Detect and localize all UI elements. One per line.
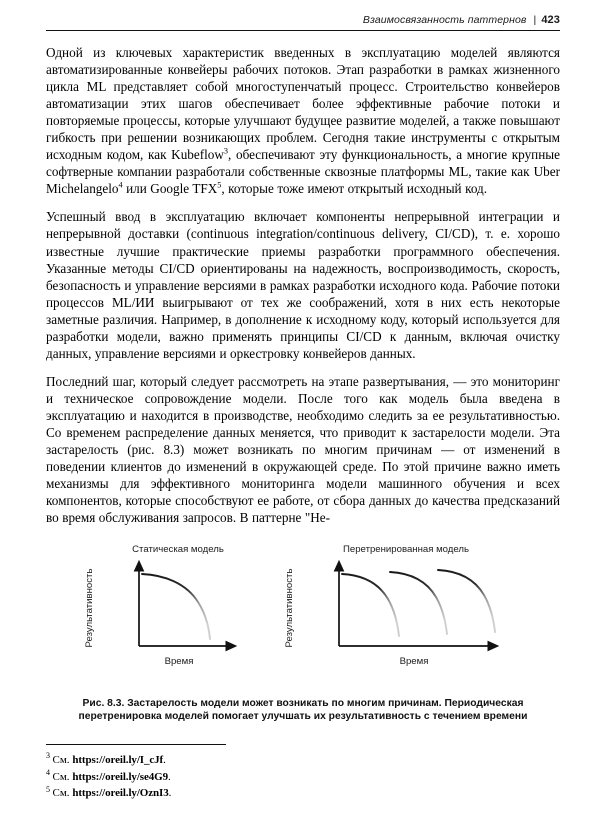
panel-retrained-model [284, 544, 495, 667]
footnote-item [46, 769, 560, 786]
footnote-see-label: См. [52, 787, 70, 800]
curve-static-decay [142, 574, 210, 639]
footnote-see-label: См. [52, 770, 70, 783]
panel-title-retrained: Перетренированная модель [342, 544, 470, 555]
footnote-item [46, 752, 560, 769]
footnote-link[interactable]: https://oreil.ly/se4G9 [72, 770, 168, 783]
figure-8-3 [46, 536, 560, 724]
footnote-reference[interactable]: 5 [217, 180, 222, 190]
paragraph-2: Успешный ввод в эксплуатацию включает компоненты непрерывной интеграции и непрерывной доставки (continuous integration/continuous delivery, CI/CD), т. е. хорошо известные лучшие практические приемы разработки программного обеспечения. Указанные методы CI/CD ориентированы на надежность, воспроизводимость, скорость, безопасность и управление версиями в рамках разработки исходного кода. Рабочие потоки процессов ML/ИИ выигрывают от тех же соображений, хотя в них есть некоторые заметные различия. Например, в дополнение к исходному коду, который используется для разработки модели, важно применять принципы CI/CD к данным, включая очистку данных, управление версиями и оркестровку конвейеров данных. [46, 209, 560, 361]
footnote-separator-rule [46, 744, 226, 745]
panel-title-static: Статическая модель [132, 544, 224, 555]
figure-caption [68, 697, 538, 724]
figure-caption-line-3: с течением времени [423, 711, 528, 723]
footnote-reference[interactable]: 4 [118, 180, 123, 190]
curve-retrain-cycle-3 [438, 570, 495, 632]
figure-caption-line-1: Рис. 8.3. Застарелость модели может возникать по многим причинам. [82, 698, 442, 709]
footnote-link[interactable]: https://oreil.ly/OznI3 [72, 787, 169, 800]
running-head [46, 14, 560, 26]
curve-retrain-cycle-1 [342, 574, 399, 636]
panel-static-model [84, 544, 227, 667]
footnote-marker: 5 [46, 784, 50, 794]
paragraph-1: Одной из ключевых характеристик введенных в эксплуатацию моделей являются автоматизированные конвейеры рабочих потоков. Этап разработки в рамках жизненного цикла ML представляет собой многоступенчатый процесс. Строительство конвейеров автоматизации этих шагов обеспечивает более эффективные рабочие потоки и повторяемые процессы, которые улучшают будущее развитие моделей, а также повышают гибкость при решении возникающих проблем. Сегодня такие инструменты с открытым исходным кодом, как Kubeflow$^3$, обеспечивают эту функциональность, а многие крупные софтверные компании разработали собственные сквозные платформы ML, такие как Uber Michelangelo$^4$ или Google TFX$^5$, которые тоже имеют открытый исходный код. [46, 45, 560, 197]
footnote-item [46, 785, 560, 802]
body-text-column [46, 44, 560, 526]
footnote-see-label: См. [52, 754, 70, 766]
page-number: 423 [541, 14, 560, 26]
paragraph-3: Последний шаг, который следует рассмотреть на этапе развертывания, — это мониторинг и техническое сопровождение модели. После того как модель была введена в эксплуатацию и находится в производстве, необходимо следить за ее результативностью. Со временем распределение данных меняется, что приводит к застарелости модели. Эта застарелость (рис. 8.3) может возникать по многим причинам — от изменений в поведении клиентов до изменений в окружающей среде. По этой причине важно иметь механизмы для эффективного мониторинга модели машинного обучения и всех компонентов, которые способствуют ее работе, от сбора данных до качества предсказаний во время обслуживания запросов. В паттерне "Не- [46, 373, 560, 526]
footnote-reference[interactable]: 3 [223, 146, 229, 156]
footnote-link[interactable]: https://oreil.ly/I_cJf [72, 754, 164, 766]
footnote-marker: 4 [46, 767, 50, 777]
footnote-terminator: . [168, 770, 171, 783]
footnote-terminator: . [168, 787, 172, 800]
x-axis-label-static: Время [164, 656, 194, 667]
footnote-terminator: . [163, 754, 166, 766]
running-head-separator: | [533, 14, 537, 26]
curve-retrain-cycle-2 [390, 572, 447, 634]
figure-caption-line-2: Периодическая перетренировка моделей помогает улучшать их результативность [78, 698, 524, 723]
x-axis-label-retrained: Время [399, 656, 429, 667]
footnote-list [46, 752, 560, 802]
figure-artwork [46, 536, 560, 688]
running-head-title: Взаимосвязанность паттернов [362, 14, 527, 26]
header-rule [46, 30, 560, 31]
y-axis-label-retrained: Результативность [284, 568, 295, 648]
y-axis-label-static: Результативность [84, 568, 95, 648]
footnote-marker: 3 [46, 751, 50, 761]
